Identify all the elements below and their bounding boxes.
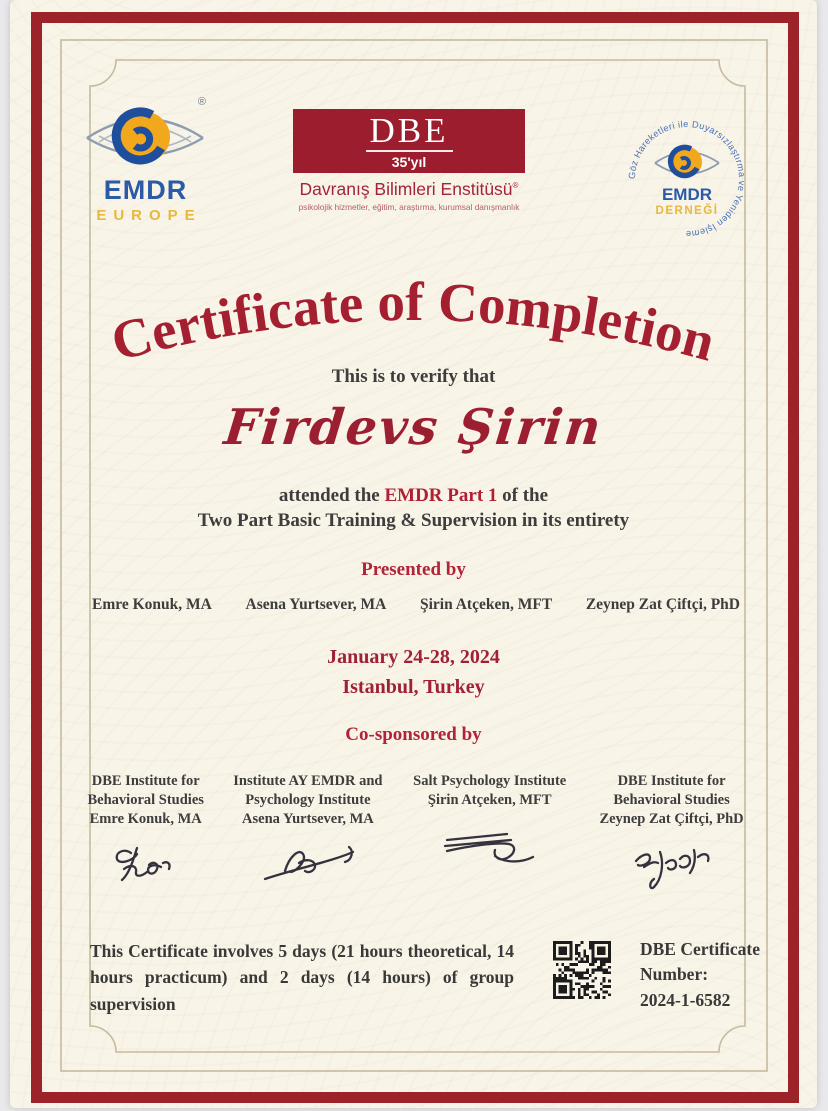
dbe-abbr: DBE bbox=[366, 113, 453, 152]
dernegi-sub: DERNEĞİ bbox=[655, 205, 719, 217]
sponsor-line: Behavioral Studies bbox=[87, 792, 204, 809]
event-dates: January 24-28, 2024 bbox=[327, 646, 500, 668]
sponsor-column bbox=[72, 772, 219, 891]
emdr-europe-sub: EUROPE bbox=[96, 207, 202, 224]
attended-pre: attended the bbox=[278, 485, 385, 506]
emdr-europe-eye-icon bbox=[73, 98, 218, 172]
attended-post: of the bbox=[497, 485, 549, 506]
dbe-logo bbox=[293, 109, 525, 212]
dernegi-name: EMDR bbox=[661, 185, 713, 204]
sponsor-line: DBE Institute for bbox=[91, 773, 200, 789]
qr-code bbox=[553, 941, 611, 999]
attended-line-1 bbox=[10, 485, 817, 507]
certificate bbox=[10, 0, 817, 1108]
dbe-year: 35'yıl bbox=[391, 153, 427, 170]
sponsor-line: Şirin Atçeken, MFT bbox=[427, 792, 552, 809]
sponsors-row bbox=[72, 772, 760, 891]
recipient-name: Firdevs Şirin bbox=[221, 398, 606, 456]
certificate-number-block bbox=[640, 937, 772, 1013]
presenter-name: Asena Yurtsever, MA bbox=[245, 596, 387, 613]
registered-mark-icon: ® bbox=[512, 181, 519, 191]
svg-text:Göz Hareketleri ile Duyarsızla bbox=[627, 119, 747, 239]
sponsor-line: DBE Institute for bbox=[617, 773, 726, 789]
presenter-name: Zeynep Zat Çiftçi, PhD bbox=[585, 596, 740, 613]
certificate-statement: This Certificate involves 5 days (21 hours theoretical, 14 hours practicum) and 2 days (14 hours) of group supervision bbox=[90, 941, 514, 1014]
presenter-name: Emre Konuk, MA bbox=[92, 596, 212, 613]
presenter-names-row bbox=[92, 596, 740, 614]
sponsor-line: Asena Yurtsever, MA bbox=[242, 811, 374, 828]
signature-sirin-atceken bbox=[396, 820, 583, 872]
sponsor-column bbox=[396, 772, 583, 891]
sponsor-line: Salt Psychology Institute bbox=[413, 773, 567, 789]
certificate-title: Certificate of Completion bbox=[105, 270, 722, 373]
sponsor-line: Emre Konuk, MA bbox=[89, 811, 202, 828]
emdr-europe-logo bbox=[73, 98, 218, 226]
dbe-tagline: psikolojik hizmetler, eğitim, araştırma, kurumsal danışmanlık bbox=[298, 202, 520, 212]
sponsor-line: Institute AY EMDR and bbox=[233, 773, 383, 789]
verify-line: This is to verify that bbox=[331, 366, 496, 387]
dbe-logo-box bbox=[293, 109, 525, 173]
certificate-number-label: DBE Certificate Number: bbox=[640, 939, 761, 985]
sponsor-column bbox=[219, 772, 396, 891]
dbe-institute-name bbox=[293, 179, 525, 200]
event-location: Istanbul, Turkey bbox=[342, 676, 485, 698]
sponsor-line: Behavioral Studies bbox=[613, 792, 730, 809]
dbe-institute-text: Davranış Bilimleri Enstitüsü bbox=[299, 179, 513, 199]
presented-by-label: Presented by bbox=[361, 559, 466, 580]
signature-emre-konuk bbox=[72, 839, 219, 891]
emdr-dernegi-logo bbox=[613, 97, 761, 245]
registered-mark-icon: ® bbox=[197, 96, 206, 108]
attended-line-2: Two Part Basic Training & Supervision in its entirety bbox=[197, 510, 630, 531]
presenter-name: Şirin Atçeken, MFT bbox=[419, 596, 553, 613]
attended-highlight: EMDR Part 1 bbox=[384, 485, 498, 506]
certificate-number-value: 2024-1-6582 bbox=[640, 989, 731, 1010]
cosponsored-label: Co-sponsored by bbox=[345, 724, 482, 745]
svg-text:Certificate of Completion bbox=[105, 271, 721, 373]
dernegi-ring-text: Göz Hareketleri ile Duyarsızlaştırma ve Yeniden İşleme bbox=[626, 118, 748, 240]
sponsor-line: Psychology Institute bbox=[245, 792, 371, 809]
sponsor-column bbox=[583, 772, 760, 891]
sponsor-line: Zeynep Zat Çiftçi, PhD bbox=[599, 811, 744, 828]
signature-zeynep-zat-ciftci bbox=[583, 839, 760, 891]
signature-asena-yurtsever bbox=[219, 839, 396, 891]
emdr-europe-name: EMDR bbox=[103, 175, 188, 205]
